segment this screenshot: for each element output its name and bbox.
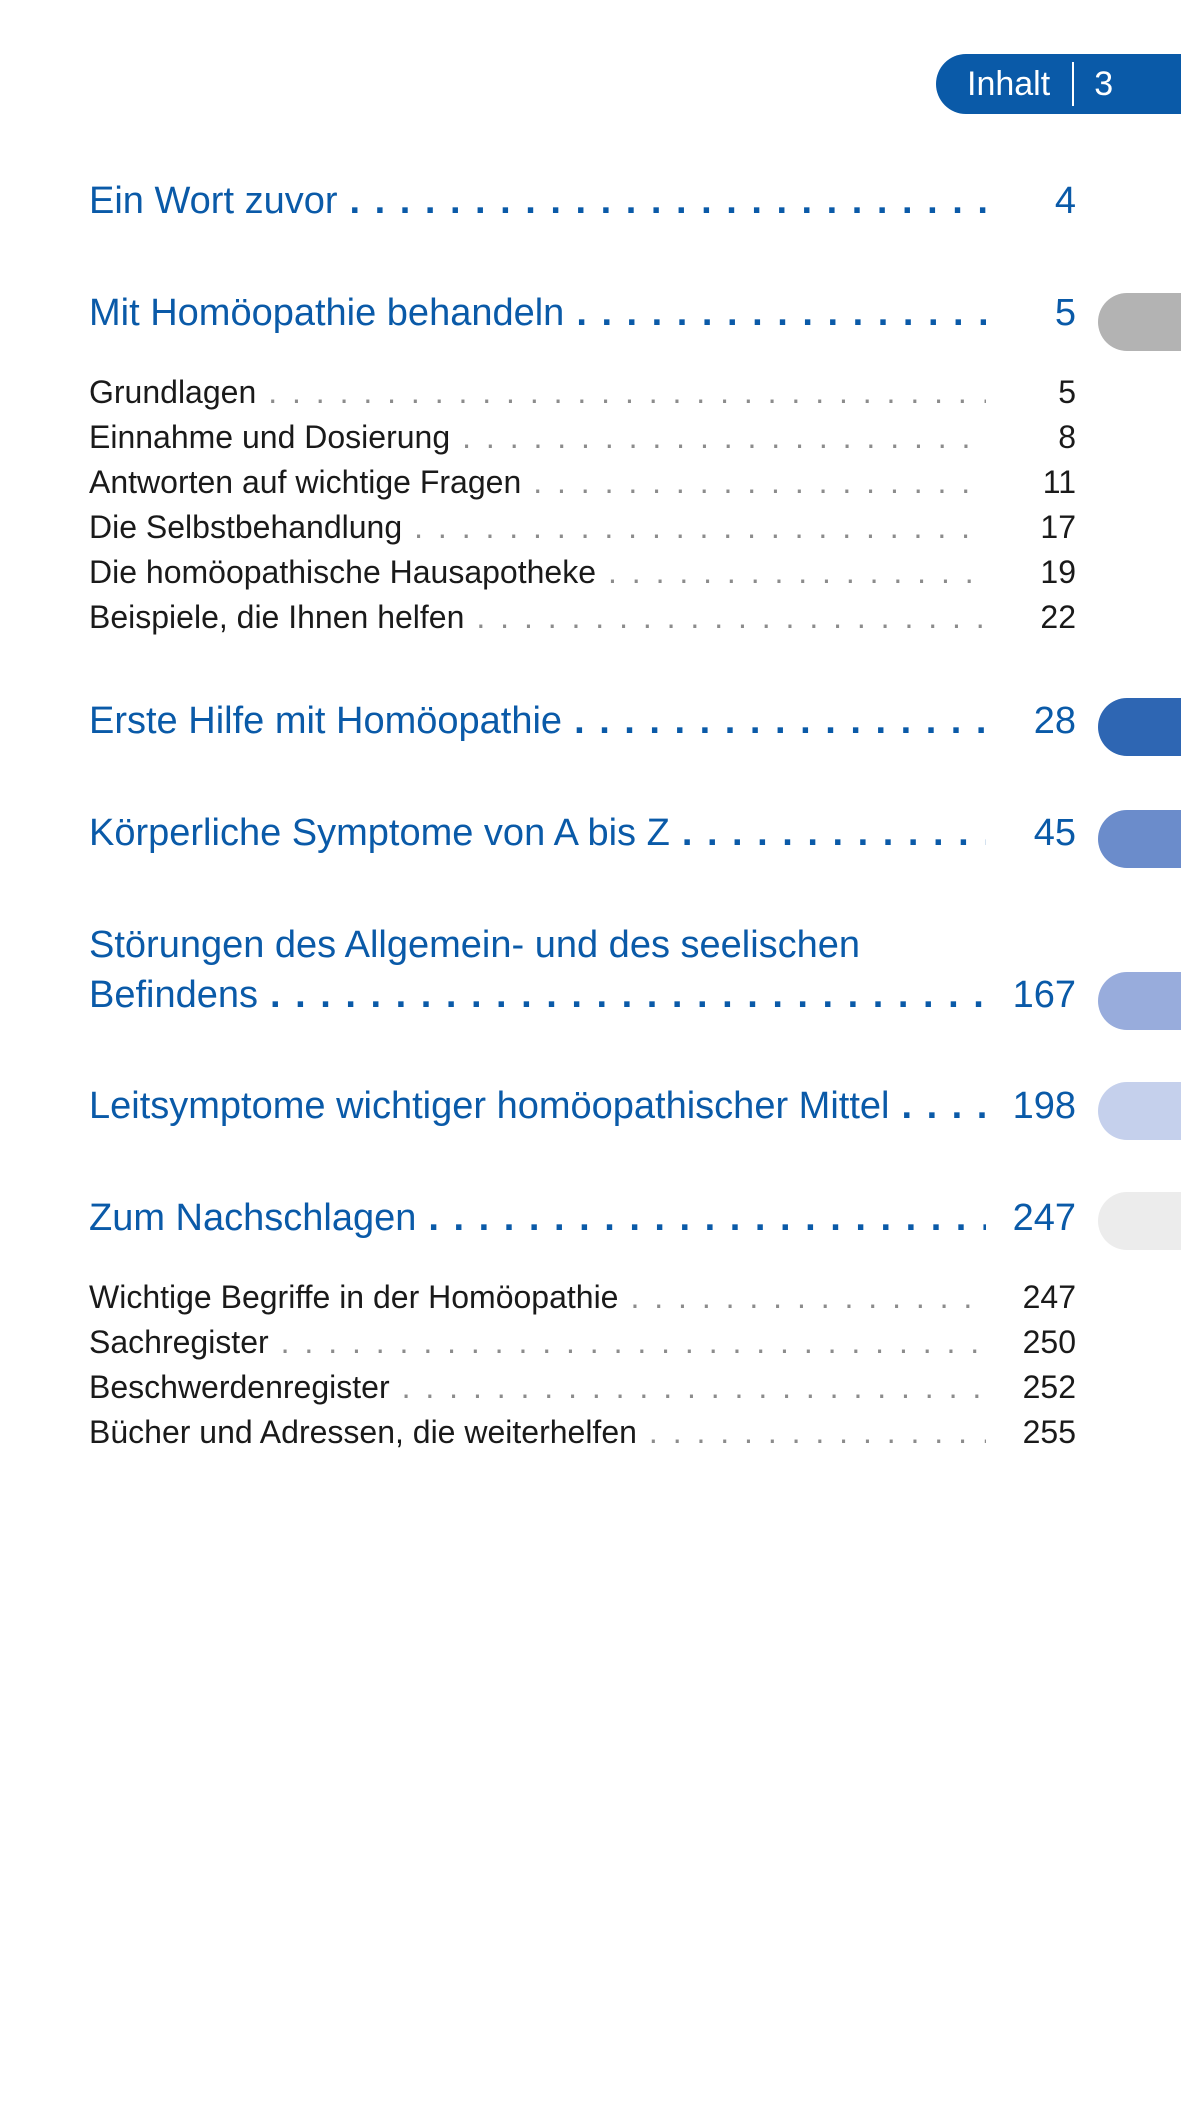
- toc-subentry[interactable]: [89, 419, 1076, 456]
- dot-leader: [349, 180, 986, 223]
- dot-leader: [270, 974, 986, 1017]
- chapter-tab-mit-homoeopathie[interactable]: [1098, 293, 1181, 351]
- header-label: Inhalt: [967, 64, 1051, 103]
- toc-subentry[interactable]: [89, 554, 1076, 591]
- toc-subentry-page: 19: [1040, 554, 1076, 590]
- toc-subentry[interactable]: [89, 599, 1076, 636]
- dot-leader: [608, 554, 986, 591]
- toc-entry-page: 4: [1054, 180, 1076, 222]
- toc-entry-page: 5: [1054, 292, 1076, 334]
- dot-leader: [462, 419, 986, 456]
- toc-entry-page: 167: [1012, 974, 1076, 1016]
- toc-subentry[interactable]: [89, 1324, 1076, 1361]
- toc-subentry-title: Beschwerdenregister: [89, 1369, 390, 1405]
- toc-entry-zum-nachschlagen[interactable]: [89, 1197, 1076, 1240]
- header-tab: [936, 54, 1181, 114]
- toc-subentry-page: 250: [1022, 1324, 1076, 1360]
- toc-entry-page: 28: [1033, 700, 1076, 742]
- toc-subentry-page: 17: [1040, 509, 1076, 545]
- toc-subentry-page: 255: [1022, 1414, 1076, 1450]
- dot-leader: [533, 464, 986, 501]
- toc-entry-stoerungen-line1[interactable]: [89, 924, 1076, 967]
- toc-entry-page: 247: [1012, 1197, 1076, 1239]
- toc-subentry[interactable]: [89, 1369, 1076, 1406]
- toc-subentry-page: 22: [1040, 599, 1076, 635]
- toc-subentry[interactable]: [89, 1414, 1076, 1451]
- dot-leader: [281, 1324, 986, 1361]
- chapter-tab-nachschlagen[interactable]: [1098, 1192, 1181, 1250]
- toc-subentry-title: Grundlagen: [89, 374, 257, 410]
- toc-entry-title: Ein Wort zuvor: [89, 180, 338, 222]
- toc-subentry-title: Einnahme und Dosierung: [89, 419, 451, 455]
- toc-entry-leitsymptome[interactable]: [89, 1085, 1076, 1128]
- toc-entry-title: Befindens: [89, 974, 259, 1016]
- dot-leader: [901, 1085, 986, 1128]
- toc-subentry-title: Sachregister: [89, 1324, 269, 1360]
- chapter-tab-erste-hilfe[interactable]: [1098, 698, 1181, 756]
- header-separator: [1072, 62, 1074, 106]
- toc-entry-title: Zum Nachschlagen: [89, 1197, 417, 1239]
- toc-subentry-page: 247: [1022, 1279, 1076, 1315]
- toc-entry-stoerungen[interactable]: [89, 974, 1076, 1017]
- chapter-tab-stoerungen[interactable]: [1098, 972, 1181, 1030]
- toc-entry-ein-wort-zuvor[interactable]: [89, 180, 1076, 223]
- dot-leader: [649, 1414, 986, 1451]
- dot-leader: [414, 509, 986, 546]
- chapter-tab-koerperliche[interactable]: [1098, 810, 1181, 868]
- toc-entry-mit-homoeopathie[interactable]: [89, 292, 1076, 335]
- toc-subentry-page: 8: [1058, 419, 1076, 455]
- toc-entry-title: Leitsymptome wichtiger homöopathischer Mittel: [89, 1085, 890, 1127]
- dot-leader: [268, 374, 986, 411]
- toc-subentry-title: Die Selbstbehandlung: [89, 509, 403, 545]
- toc-entry-page: 45: [1033, 812, 1076, 854]
- toc-entry-page: 198: [1012, 1085, 1076, 1127]
- dot-leader: [476, 599, 986, 636]
- toc-subentry-title: Die homöopathische Hausapotheke: [89, 554, 596, 590]
- toc-entry-title: Erste Hilfe mit Homöopathie: [89, 700, 563, 742]
- toc-subentry-page: 11: [1042, 464, 1076, 500]
- toc-subentry-title: Bücher und Adressen, die weiterhelfen: [89, 1414, 637, 1450]
- toc-subentry[interactable]: [89, 1279, 1076, 1316]
- toc-entry-erste-hilfe[interactable]: [89, 700, 1076, 743]
- chapter-tab-leitsymptome[interactable]: [1098, 1082, 1181, 1140]
- toc-subentry[interactable]: [89, 374, 1076, 411]
- toc-subentry[interactable]: [89, 509, 1076, 546]
- header-page-number: 3: [1094, 64, 1114, 103]
- dot-leader: [574, 700, 986, 743]
- toc-entry-title: Körperliche Symptome von A bis Z: [89, 812, 670, 854]
- toc-subentry-page: 252: [1022, 1369, 1076, 1405]
- toc-entry-title: Störungen des Allgemein- und des seelischen: [89, 924, 861, 966]
- toc-subentry-title: Antworten auf wichtige Fragen: [89, 464, 522, 500]
- toc-subentry-title: Beispiele, die Ihnen helfen: [89, 599, 465, 635]
- dot-leader: [402, 1369, 986, 1406]
- toc-subentry[interactable]: [89, 464, 1076, 501]
- toc-entry-koerperliche-symptome[interactable]: [89, 812, 1076, 855]
- toc-entry-title: Mit Homöopathie behandeln: [89, 292, 565, 334]
- dot-leader: [428, 1197, 986, 1240]
- dot-leader: [576, 292, 986, 335]
- dot-leader: [630, 1279, 986, 1316]
- toc-subentry-title: Wichtige Begriffe in der Homöopathie: [89, 1279, 619, 1315]
- dot-leader: [682, 812, 986, 855]
- toc-subentry-page: 5: [1058, 374, 1076, 410]
